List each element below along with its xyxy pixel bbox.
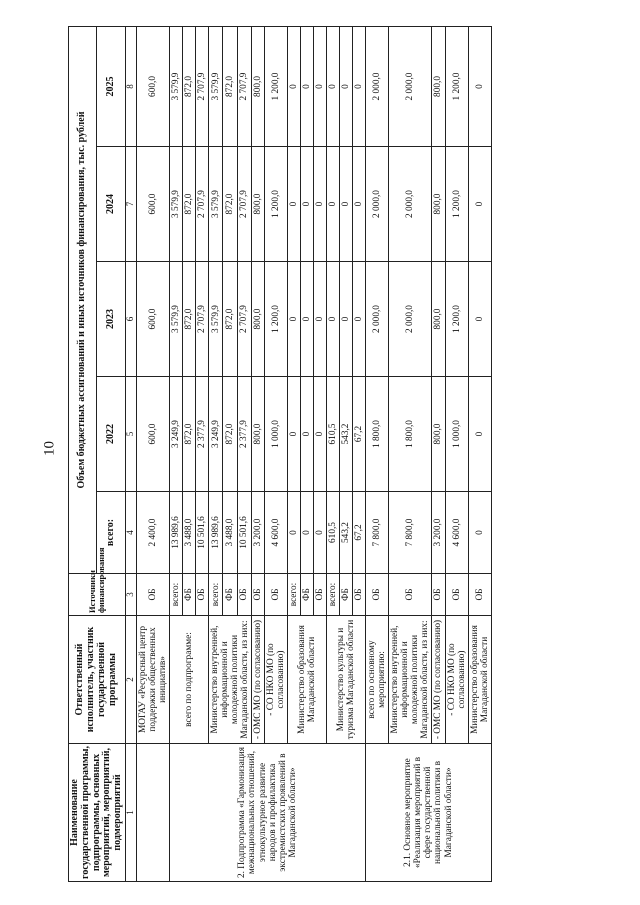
header-col2: Ответственный исполнитель, участник государственной программы: [69, 616, 126, 744]
year-value-cell: 0: [340, 26, 353, 146]
year-value-cell: 0: [340, 262, 353, 377]
total-cell: 3 200,0: [432, 492, 445, 574]
year-value-cell: 3 579,9: [208, 26, 222, 146]
year-value-cell: 0: [468, 262, 491, 377]
year-value-cell: 1 000,0: [445, 377, 468, 492]
source-cell: ОБ: [445, 574, 468, 616]
funding-table: [68, 26, 492, 882]
year-value-cell: 1 200,0: [265, 147, 288, 262]
year-value-cell: 800,0: [432, 147, 445, 262]
column-number: 3: [125, 574, 136, 616]
source-cell: всего:: [288, 574, 301, 616]
source-cell: ФБ: [182, 574, 195, 616]
total-cell: 4 600,0: [265, 492, 288, 574]
source-cell: ОБ: [252, 574, 265, 616]
year-value-cell: 1 200,0: [445, 26, 468, 146]
header-year: 2023: [97, 262, 126, 377]
year-value-cell: 0: [314, 147, 327, 262]
column-number: 8: [125, 26, 136, 146]
executor-cell: Министерство образования Магаданской области: [468, 616, 491, 744]
year-value-cell: 872,0: [223, 262, 237, 377]
total-cell: 610,5: [327, 492, 340, 574]
year-value-cell: 600,0: [136, 147, 169, 262]
total-cell: 0: [301, 492, 314, 574]
executor-cell: Министерство культуры и туризма Магаданской области: [327, 616, 366, 744]
header-total: всего:: [97, 492, 126, 574]
executor-cell: - ОМС МО (по согласованию): [252, 616, 265, 744]
total-cell: 543,2: [340, 492, 353, 574]
year-value-cell: 0: [314, 262, 327, 377]
year-value-cell: 872,0: [223, 26, 237, 146]
page-number: 10: [41, 441, 58, 456]
year-value-cell: 0: [327, 26, 340, 146]
year-value-cell: 0: [468, 26, 491, 146]
total-cell: 4 600,0: [445, 492, 468, 574]
source-cell: всего:: [208, 574, 222, 616]
executor-cell: всего по подпрограмме:: [169, 616, 208, 744]
source-cell: ОБ: [353, 574, 366, 616]
year-value-cell: 543,2: [340, 377, 353, 492]
year-value-cell: 600,0: [136, 262, 169, 377]
year-value-cell: 1 200,0: [265, 26, 288, 146]
program-name-cell: [136, 744, 169, 882]
header-year: 2022: [97, 377, 126, 492]
table-row: [169, 26, 182, 881]
year-value-cell: 3 579,9: [208, 147, 222, 262]
source-cell: ОБ: [237, 574, 251, 616]
year-value-cell: 800,0: [432, 262, 445, 377]
year-value-cell: 0: [468, 147, 491, 262]
header-row-1: [69, 26, 97, 881]
year-value-cell: 2 707,9: [237, 26, 251, 146]
measure-name-cell: 2.1. Основное мероприятие «Реализация мероприятий в сфере государственной национальной политики в Магаданской области»: [366, 744, 491, 882]
year-value-cell: 2 000,0: [389, 262, 432, 377]
header-funding-title: Объем бюджетных ассигнований и иных источников финансирования, тыс. рублей: [69, 26, 97, 573]
year-value-cell: 3 579,9: [169, 26, 182, 146]
year-value-cell: 2 000,0: [366, 262, 389, 377]
total-cell: 3 200,0: [252, 492, 265, 574]
executor-cell: - СО НКО МО (по согласованию): [265, 616, 288, 744]
year-value-cell: 800,0: [252, 147, 265, 262]
year-value-cell: 0: [288, 147, 301, 262]
year-value-cell: 0: [314, 26, 327, 146]
header-year: 2025: [97, 26, 126, 146]
year-value-cell: 2 707,9: [195, 147, 208, 262]
total-cell: 67,2: [353, 492, 366, 574]
source-cell: ОБ: [432, 574, 445, 616]
year-value-cell: 800,0: [252, 262, 265, 377]
column-number: 2: [125, 616, 136, 744]
year-value-cell: 1 200,0: [445, 147, 468, 262]
year-value-cell: 2 000,0: [389, 26, 432, 146]
total-cell: 3 488,0: [223, 492, 237, 574]
year-value-cell: 1 200,0: [265, 262, 288, 377]
executor-cell: Министерство образования Магаданской области: [288, 616, 327, 744]
year-value-cell: 0: [468, 377, 491, 492]
year-value-cell: 67,2: [353, 377, 366, 492]
year-value-cell: 1 200,0: [445, 262, 468, 377]
year-value-cell: 0: [288, 377, 301, 492]
executor-cell: - СО НКО МО (по согласованию): [445, 616, 468, 744]
total-cell: 7 800,0: [389, 492, 432, 574]
year-value-cell: 1 800,0: [389, 377, 432, 492]
header-col1: Наименование государственной программы, подпрограммы, основных мероприятий, мероприятий, подмероприятий: [69, 744, 126, 882]
year-value-cell: 1 000,0: [265, 377, 288, 492]
total-cell: 7 800,0: [366, 492, 389, 574]
source-cell: ФБ: [340, 574, 353, 616]
source-cell: ОБ: [265, 574, 288, 616]
year-value-cell: 0: [314, 377, 327, 492]
year-value-cell: 0: [301, 262, 314, 377]
source-cell: ОБ: [314, 574, 327, 616]
year-value-cell: 3 249,9: [208, 377, 222, 492]
column-number: 5: [125, 377, 136, 492]
year-value-cell: 2 707,9: [237, 262, 251, 377]
executor-cell: МОГАУ «Ресурсный центр поддержки общественных инициатив»: [136, 616, 169, 744]
source-cell: ОБ: [366, 574, 389, 616]
year-value-cell: 2 377,9: [237, 377, 251, 492]
year-value-cell: 3 249,9: [169, 377, 182, 492]
executor-cell: всего по основному мероприятию:: [366, 616, 389, 744]
year-value-cell: 2 707,9: [195, 262, 208, 377]
source-cell: ФБ: [223, 574, 237, 616]
year-value-cell: 2 377,9: [195, 377, 208, 492]
year-value-cell: 872,0: [182, 377, 195, 492]
year-value-cell: 0: [301, 377, 314, 492]
rotated-page: [68, 27, 613, 882]
total-cell: 0: [288, 492, 301, 574]
column-number: 7: [125, 147, 136, 262]
year-value-cell: 600,0: [136, 377, 169, 492]
total-cell: 10 501,6: [195, 492, 208, 574]
total-cell: 13 989,6: [169, 492, 182, 574]
year-value-cell: 872,0: [182, 147, 195, 262]
year-value-cell: 2 707,9: [237, 147, 251, 262]
source-cell: ОБ: [195, 574, 208, 616]
year-value-cell: 0: [340, 147, 353, 262]
year-value-cell: 0: [353, 26, 366, 146]
year-value-cell: 872,0: [223, 377, 237, 492]
executor-cell: Министерство внутренней, информационной и молодежной политики Магаданской области, из них:: [389, 616, 432, 744]
source-cell: ОБ: [389, 574, 432, 616]
year-value-cell: 3 579,9: [169, 147, 182, 262]
column-number: 6: [125, 262, 136, 377]
column-numbers-row: [125, 26, 136, 881]
year-value-cell: 872,0: [182, 262, 195, 377]
total-cell: 2 400,0: [136, 492, 169, 574]
year-value-cell: 0: [327, 147, 340, 262]
year-value-cell: 872,0: [223, 147, 237, 262]
source-cell: ОБ: [468, 574, 491, 616]
year-value-cell: 610,5: [327, 377, 340, 492]
year-value-cell: 3 579,9: [169, 262, 182, 377]
total-cell: 0: [314, 492, 327, 574]
year-value-cell: 0: [288, 262, 301, 377]
source-cell: ФБ: [301, 574, 314, 616]
total-cell: 0: [468, 492, 491, 574]
total-cell: 13 989,6: [208, 492, 222, 574]
year-value-cell: 2 707,9: [195, 26, 208, 146]
source-cell: ОБ: [136, 574, 169, 616]
year-value-cell: 800,0: [432, 377, 445, 492]
total-cell: 10 501,6: [237, 492, 251, 574]
source-cell: всего:: [327, 574, 340, 616]
year-value-cell: 800,0: [432, 26, 445, 146]
header-col3: Источники финансирования: [69, 574, 126, 616]
total-cell: 3 488,0: [182, 492, 195, 574]
year-value-cell: 872,0: [182, 26, 195, 146]
header-year: 2024: [97, 147, 126, 262]
year-value-cell: 2 000,0: [389, 147, 432, 262]
table-row: [366, 26, 389, 881]
executor-cell: - ОМС МО (по согласованию): [432, 616, 445, 744]
year-value-cell: 0: [353, 262, 366, 377]
column-number: 4: [125, 492, 136, 574]
table-row: [136, 26, 169, 881]
year-value-cell: 0: [327, 262, 340, 377]
year-value-cell: 3 579,9: [208, 262, 222, 377]
year-value-cell: 2 000,0: [366, 147, 389, 262]
year-value-cell: 1 800,0: [366, 377, 389, 492]
year-value-cell: 0: [301, 26, 314, 146]
year-value-cell: 2 000,0: [366, 26, 389, 146]
year-value-cell: 0: [353, 147, 366, 262]
subprogram-name-cell: 2. Подпрограмма «Гармонизация межнациональных отношений, этнокультурное развитие народов и профилактика экстремистских проявлений в Магаданской области»: [169, 744, 366, 882]
year-value-cell: 800,0: [252, 26, 265, 146]
year-value-cell: 800,0: [252, 377, 265, 492]
year-value-cell: 0: [288, 26, 301, 146]
year-value-cell: 600,0: [136, 26, 169, 146]
year-value-cell: 0: [301, 147, 314, 262]
source-cell: всего:: [169, 574, 182, 616]
column-number: 1: [125, 744, 136, 882]
executor-cell: Министерство внутренней, информационной и молодежной политики Магаданской области, из них:: [208, 616, 251, 744]
